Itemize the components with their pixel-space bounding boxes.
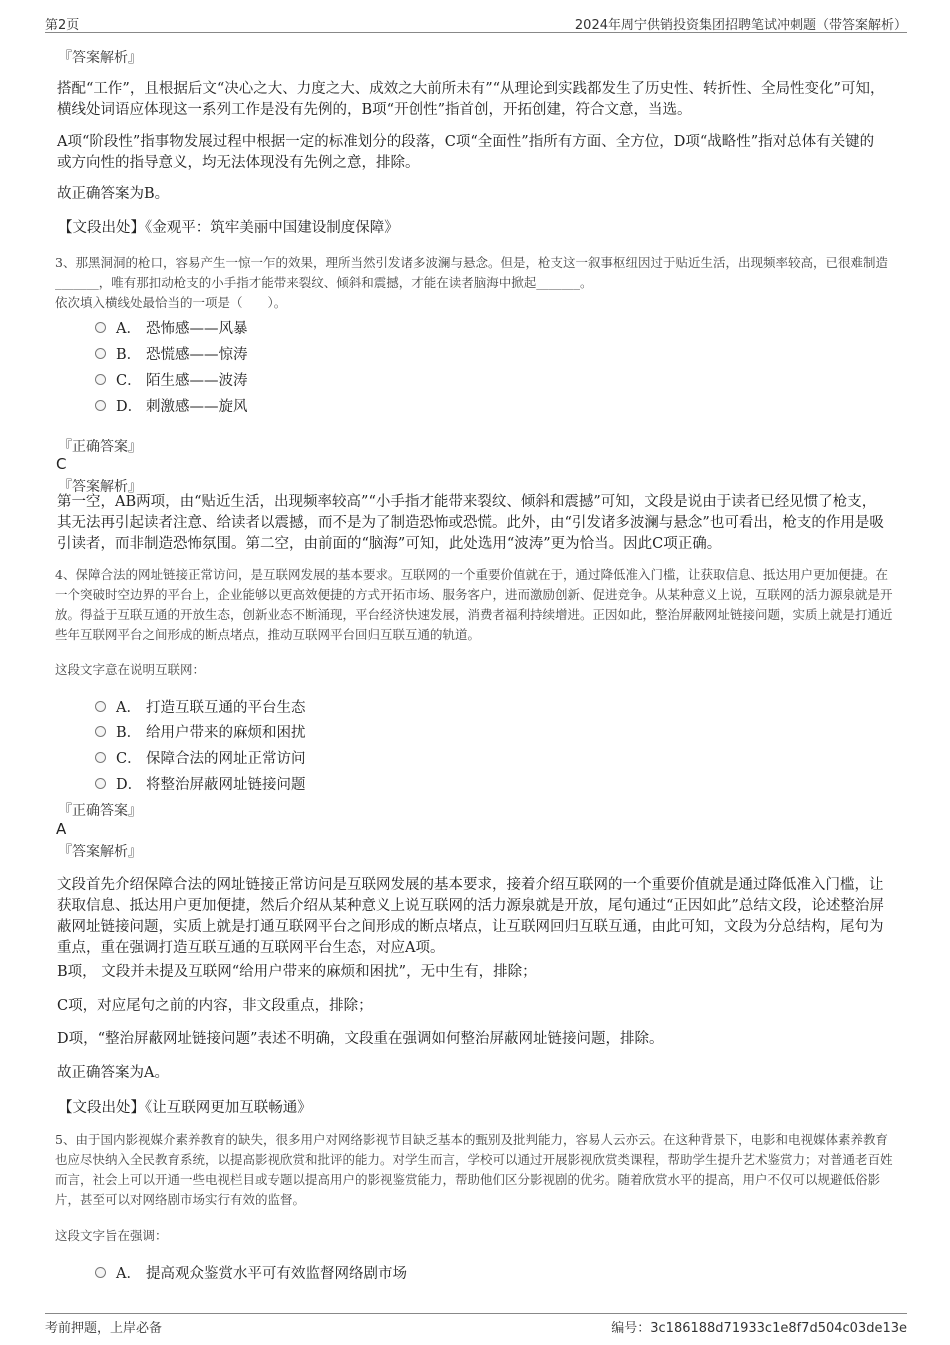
q4-answer: A [56, 820, 67, 838]
q2-analysis-p2: A项“阶段性”指事物发展过程中根据一定的标准划分的段落，C项“全面性”指所有方面、全方位，D项“战略性”指对总体有关键的或方向性的指导意义，均无法体现没有先例之意，排除。 [57, 134, 875, 171]
correct-answer-label: 『正确答案』 [58, 439, 142, 455]
q4-prompt: 这段文字意在说明互联网： [55, 662, 206, 677]
q4-option-c[interactable]: C． 保障合法的网址正常访问 [95, 747, 306, 768]
q4-question: 4、保障合法的网址链接正常访问，是互联网发展的基本要求。互联网的一个重要价值就在于，通过降低准入门槛，让获取信息、抵达用户更加便捷。在一个突破时空边界的平台上，企业能够以更高效便捷的方式开拓市场、服务客户，进而激励创新、促进竞争。从某种意义上说，互联网的活力源泉就是开放。得益于互联互通的开放生态，创新业态不断涌现，平台经济快速发展，消费者福利持续增进。正因如此，整治屏蔽网址链接问题，实质上就是打通近些年互联网平台之间形成的断点堵点，推动互联网平台回归互联互通的轨道。 [55, 567, 893, 642]
q3-option-a[interactable]: A． 恐怖感——风暴 [95, 317, 248, 338]
document-title: 2024年周宁供销投资集团招聘笔试冲刺题（带答案解析） [574, 18, 907, 33]
radio-icon[interactable] [95, 348, 106, 359]
page-header [45, 10, 907, 33]
q4-source: 【文段出处】《让互联网更加互联畅通》 [58, 1100, 312, 1116]
q3-option-b[interactable]: B． 恐慌感——惊涛 [95, 343, 248, 364]
q3-analysis: 第一空，AB两项，由“贴近生活，出现频率较高”“小手指才能带来裂纹、倾斜和震撼”可知，文段是说由于读者已经见惯了枪支，其无法再引起读者注意、给读者以震撼，而不是为了制造恐怖或恐慌。此外，由“引发诸多波澜与悬念”也可看出，枪支的作用是吸引读者，而非制造恐怖氛围。第二空，由前面的“脑海”可知，此处选用“波涛”更为恰当。因此C项正确。 [57, 494, 884, 552]
radio-icon[interactable] [95, 374, 106, 385]
q5-question: 5、由于国内影视媒介素养教育的缺失，很多用户对网络影视节目缺乏基本的甄别及批判能力，容易人云亦云。在这种背景下，电影和电视媒体素养教育也应尽快纳入全民教育系统，以提高影视欣赏和批评的能力。对学生而言，学校可以通过开展影视欣赏类课程，帮助学生提升艺术鉴赏力；对普通老百姓而言，社会上可以开通一些电视栏目或专题以提高用户的影视鉴赏能力，帮助他们区分影视剧的优劣。随着欣赏水平的提高，用户不仅可以规避低俗影片，甚至可以对网络剧市场实行有效的监督。 [55, 1132, 893, 1207]
analysis-label: 『答案解析』 [58, 50, 142, 66]
q4-option-b[interactable]: B． 给用户带来的麻烦和困扰 [95, 721, 306, 742]
q2-source: 【文段出处】《金观平：筑牢美丽中国建设制度保障》 [58, 220, 399, 236]
q5-option-a[interactable]: A． 提高观众鉴赏水平可有效监督网络剧市场 [95, 1262, 407, 1283]
analysis-label: 『答案解析』 [58, 479, 142, 495]
analysis-label: 『答案解析』 [58, 844, 142, 860]
q4-analysis-p3: C项，对应尾句之前的内容，非文段重点，排除； [57, 998, 373, 1014]
q4-analysis-p1: 文段首先介绍保障合法的网址链接正常访问是互联网发展的基本要求，接着介绍互联网的一个重要价值就是通过降低准入门槛，让获取信息、抵达用户更加便捷，然后介绍从某种意义上说互联网的活力源泉就是开放，尾句通过“正因如此”总结文段，论述整治屏蔽网址链接问题，实质上就是打通互联网平台之间形成的断点堵点，让互联网回归互联互通，由此可知，文段为分总结构，尾句为重点，重在强调打造互联互通的互联网平台生态，对应A项。 [57, 877, 884, 956]
q4-analysis-p2: B项， 文段并未提及互联网“给用户带来的麻烦和困扰”，无中生有，排除； [57, 964, 537, 980]
footer-slogan: 考前押题，上岸必备 [45, 1321, 163, 1336]
radio-icon[interactable] [95, 726, 106, 737]
q5-prompt: 这段文字旨在强调： [55, 1228, 168, 1243]
q4-analysis-p4: D项，“整治屏蔽网址链接问题”表述不明确，文段重在强调如何整治屏蔽网址链接问题，排除。 [57, 1031, 664, 1047]
q3-option-d[interactable]: D． 刺激感——旋风 [95, 395, 248, 416]
radio-icon[interactable] [95, 752, 106, 763]
radio-icon[interactable] [95, 1267, 106, 1278]
page-number: 第2页 [45, 18, 80, 33]
q2-analysis-p1: 搭配“工作”，且根据后文“决心之大、力度之大、成效之大前所未有”“从理论到实践都发生了历史性、转折性、全局性变化”可知，横线处词语应体现这一系列工作是没有先例的，B项“开创性”指首创，开拓创建，符合文意，当选。 [57, 81, 885, 118]
q3-prompt: 依次填入横线处最恰当的一项是（ ）。 [55, 295, 287, 310]
radio-icon[interactable] [95, 322, 106, 333]
radio-icon[interactable] [95, 400, 106, 411]
correct-answer-label: 『正确答案』 [58, 803, 142, 819]
document-id: 编号：3c186188d71933c1e8f7d504c03de13e [611, 1321, 907, 1336]
q3-question: 3、那黑洞洞的枪口，容易产生一惊一乍的效果，理所当然引发诸多波澜与悬念。但是，枪支这一叙事枢纽因过于贴近生活，出现频率较高，已很难制造_______，唯有那扣动枪支的小手指才能带来裂纹、倾斜和震撼，才能在读者脑海中掀起_______。 [55, 255, 888, 290]
radio-icon[interactable] [95, 701, 106, 712]
q3-option-c[interactable]: C． 陌生感——波涛 [95, 369, 248, 390]
q2-analysis-p3: 故正确答案为B。 [57, 186, 170, 202]
page-footer [45, 1313, 907, 1336]
radio-icon[interactable] [95, 778, 106, 789]
q3-answer: C [56, 455, 67, 473]
q4-analysis-p5: 故正确答案为A。 [57, 1065, 169, 1081]
q4-option-d[interactable]: D． 将整治屏蔽网址链接问题 [95, 773, 306, 794]
q4-option-a[interactable]: A． 打造互联互通的平台生态 [95, 696, 306, 717]
